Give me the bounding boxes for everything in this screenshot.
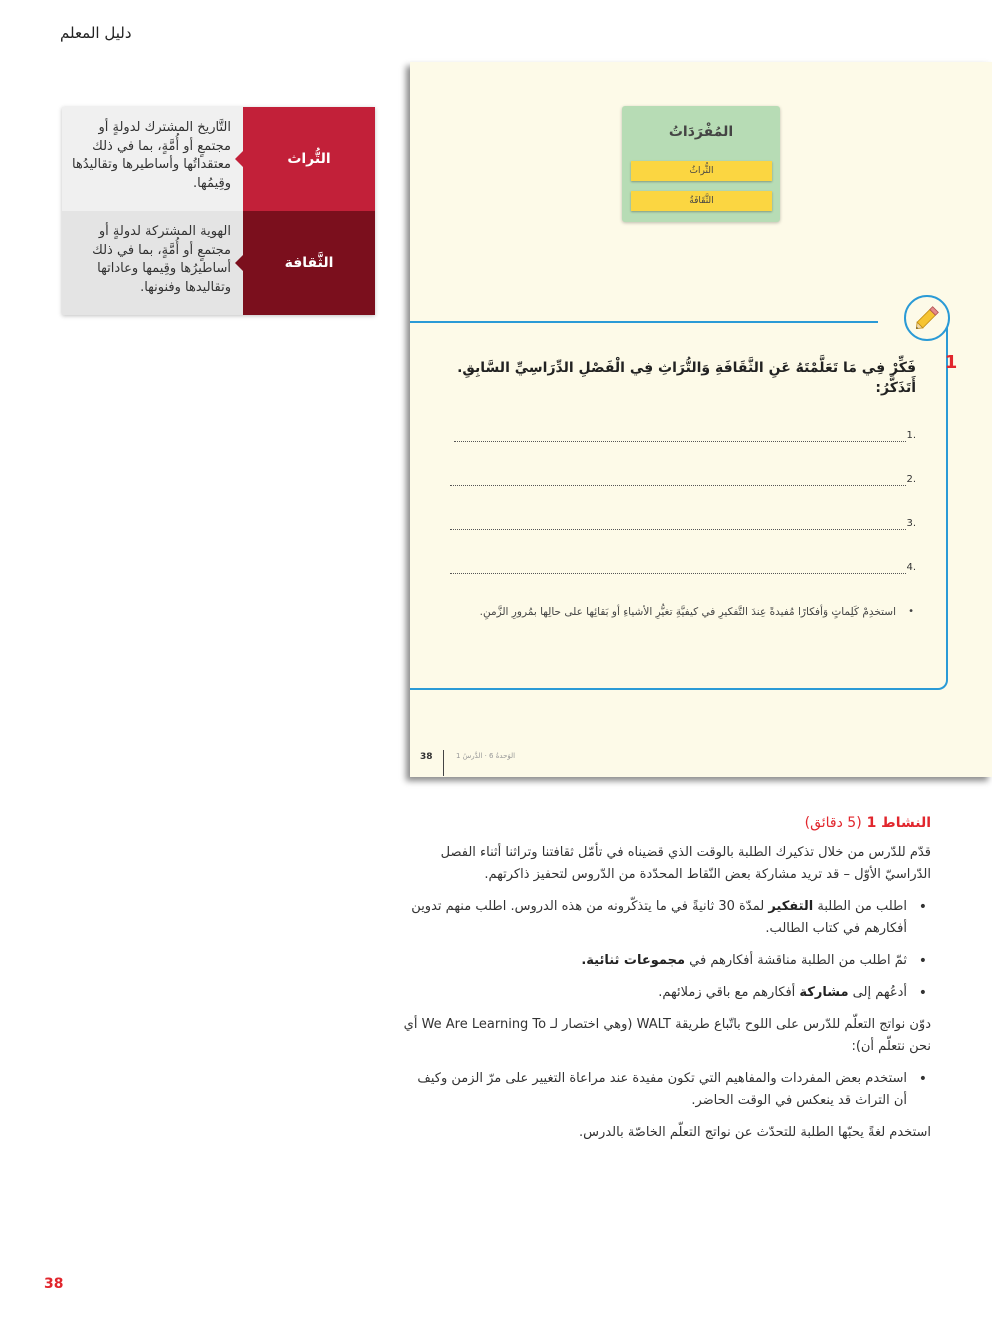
closing-paragraph: استخدم لغةً يحبّها الطلبة للتحدّث عن نواتج التعلّم الخاصّة بالدرس. — [579, 1125, 931, 1140]
dotted-line — [450, 573, 906, 574]
list-item — [401, 896, 931, 940]
text-run: اطلب من الطلبة — [813, 899, 907, 914]
page-number: 38 — [44, 1276, 64, 1292]
student-book-page — [410, 62, 992, 777]
book-page-number: 38 — [420, 752, 433, 762]
walt-paragraph: دوّن نواتج التعلّم للدّرس على اللوح باتّباع طريقة WALT (وهي اختصار لـ We Are Learning To أي نحن نتعلّم أن): — [403, 1017, 931, 1054]
pointer-arrow — [235, 151, 243, 167]
answer-line[interactable] — [450, 474, 916, 488]
answer-line-number: 4. — [906, 562, 916, 573]
list-item — [401, 982, 931, 1004]
answer-line[interactable] — [450, 518, 916, 532]
book-footer-text: الوَحدةُ 6 · الدَّرسُ 1 — [456, 752, 516, 760]
dotted-line — [454, 441, 906, 442]
dotted-line — [450, 485, 906, 486]
vocabulary-item: الثَّقَافَةُ — [631, 191, 772, 211]
bold-text: مجموعات ثنائية. — [581, 953, 686, 968]
answer-line-number: 2. — [906, 474, 916, 485]
hint-bullet: • — [908, 606, 914, 617]
pencil-icon — [910, 301, 944, 335]
intro-paragraph: قدّم للدّرس من خلال تذكيرك الطلبة بالوقت الذي قضيناه في تأمّل ثقافتنا وتراثنا أثناء الفصل الدّراسيّ الأوّل – قد تريد مشاركة بعض النّقاط المحدّدة من الدّروس لتحفيز ذاكرتهم. — [440, 845, 931, 882]
bold-text: التفكير — [768, 899, 814, 914]
text-run: أدعُهم إلى — [848, 985, 907, 1000]
pencil-badge — [904, 295, 950, 341]
answer-line[interactable] — [454, 430, 916, 444]
glossary-term — [243, 211, 375, 315]
activity-number: 1 — [944, 352, 958, 373]
activity-duration: (5 دقائق) — [804, 815, 862, 831]
answer-line-number: 1. — [906, 430, 916, 441]
text-run: ثمّ اطلب من الطلبة مناقشة أفكارهم في — [685, 953, 907, 968]
glossary-row-heritage — [62, 107, 375, 211]
activity-heading — [401, 812, 931, 834]
answer-line-number: 3. — [906, 518, 916, 529]
activity-heading-label: النشاط 1 — [866, 815, 931, 831]
glossary-row-culture — [62, 211, 375, 315]
teacher-notes — [401, 812, 931, 1154]
glossary-definition: الهوية المشتركة لدولةٍ أو مجتمعٍ أو أُمَّةٍ، بما في ذلك أساطيرُها وقِيمها وعاداتها وتقاليدها وفنونها. — [62, 211, 243, 315]
answer-line[interactable] — [450, 562, 916, 576]
text-run: أفكارهم مع باقي زملائهم. — [658, 985, 800, 1000]
glossary-term-label: التُّراث — [287, 151, 331, 167]
text-run: لمدّة 30 ثانيةً في ما يتذكّرونه من هذه الدروس. اطلب منهم تدوين أفكارهم في كتاب الطالب. — [411, 899, 907, 936]
vocabulary-box — [622, 106, 780, 222]
dotted-line — [450, 529, 906, 530]
prompt-line: أَتَذَكَّرُ: — [875, 380, 916, 396]
bold-text: مشاركة — [799, 985, 849, 1000]
glossary-table — [62, 107, 375, 315]
activity-hint: استخدِمْ كَلِماتٍ وَأفكارًا مُفيدةً عِندَ التَّفكيرِ في كيفيَّةِ تغيُّرِ الأشياءِ أو بَقائِها على حالِها بمُرورِ الزَّمنِ. — [479, 606, 896, 618]
activity-prompt — [446, 358, 916, 398]
prompt-line: فَكِّرْ فِي مَا تَعَلَّمْتَهُ عَنِ الثَّقَافَةِ وَالتُّرَاثِ فِي الْفَصْلِ الدِّرَاسِيِّ السَّابِقِ. — [457, 360, 916, 376]
glossary-definition: التَّاريخ المشترك لدولةٍ أو مجتمعٍ أو أُمَّةٍ، بما في ذلك معتقداتُها وأساطيرها وتقاليدُها وقِيمُها. — [62, 107, 243, 211]
pointer-arrow — [235, 255, 243, 271]
footer-divider — [443, 750, 444, 776]
glossary-term — [243, 107, 375, 211]
glossary-term-label: الثَّقافة — [284, 255, 334, 271]
vocabulary-item: الثُّراثُ — [631, 161, 772, 181]
list-item — [401, 950, 931, 972]
vocabulary-title: المُفْرَدَاتُ — [668, 124, 734, 140]
list-item: • استخدم بعض المفردات والمفاهيم التي تكون مفيدة عند مراعاة التغيير على مرّ الزمن وكيف أن التراث قد ينعكس في الوقت الحاضر. — [401, 1068, 931, 1112]
guide-title: دليل المعلم — [60, 24, 132, 42]
